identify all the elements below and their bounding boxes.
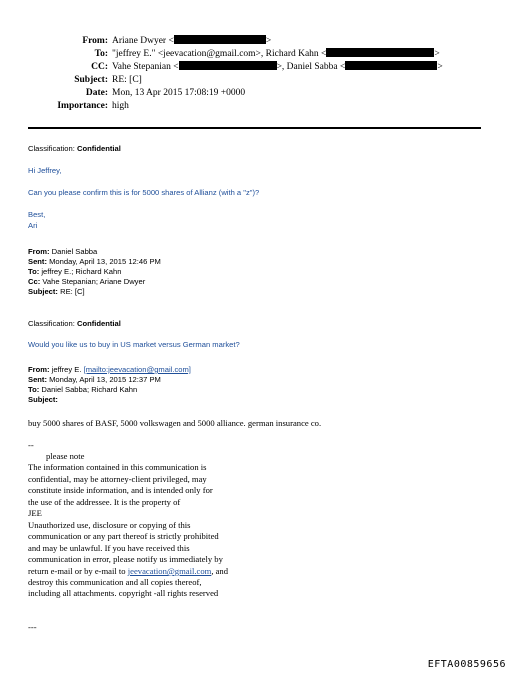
msg2-subject (28, 287, 85, 297)
to-close: > (434, 49, 440, 59)
email-link[interactable]: jeevacation@gmail.com (127, 566, 212, 576)
cc-first: Vahe Stepanian < (112, 62, 179, 72)
msg2-body: Would you like us to buy in US market versus German market? (28, 340, 240, 349)
redaction-bar (179, 61, 277, 70)
subject-label: Subject: (74, 75, 108, 85)
cc-value (112, 61, 443, 73)
msg1-greeting: Hi Jeffrey, (28, 166, 62, 175)
msg3-subject (28, 395, 58, 405)
classification-label: Classification: (28, 319, 75, 328)
disclaimer-line: the use of the addressee. It is the property of (28, 496, 181, 507)
cc-second: >, Daniel Sabba < (276, 62, 346, 72)
msg2-subject-value: RE: [C] (60, 287, 85, 296)
end-separator: --- (28, 622, 37, 632)
classification-value: Confidential (76, 144, 121, 153)
disclaimer-line: and may be unlawful. If you have received this (28, 542, 190, 553)
disclaimer-line: communication or any part thereof is strictly prohibited (28, 531, 219, 541)
msg2-from (28, 247, 97, 257)
disclaimer-line: The information contained in this communication is (28, 462, 207, 472)
msg3-sent-value: Monday, April 13, 2015 12:37 PM (49, 375, 161, 384)
msg2-from-label: From: (28, 247, 50, 256)
disclaimer-line: communication in error, please notify us immediately by (28, 554, 223, 564)
msg2-sent-value: Monday, April 13, 2015 12:46 PM (49, 257, 161, 266)
classification-label: Classification: (28, 144, 75, 153)
redaction-bar (174, 35, 266, 44)
cc-label: CC: (91, 62, 108, 72)
msg3-from-label: From: (28, 365, 50, 374)
msg2-subject-label: Subject: (28, 287, 58, 296)
header-divider (28, 127, 481, 129)
msg3-subject-label: Subject: (28, 395, 58, 404)
disclaimer-final-line: destroy this communication and all copies thereof, (28, 577, 202, 587)
msg3-to-label: To: (28, 385, 40, 394)
disclaimer-line: Unauthorized use, disclosure or copying of this (28, 519, 191, 530)
msg2-cc (28, 277, 145, 287)
msg1-signoff: Best, (28, 210, 46, 219)
msg3-sent (28, 375, 161, 385)
msg3-sent-label: Sent: (28, 375, 47, 384)
to-label: To: (94, 49, 108, 59)
to-recipients: "jeffrey E." <jeevacation@gmail.com>, Richard Kahn < (112, 49, 327, 59)
mailto-link[interactable]: [mailto:jeevacation@gmail.com] (83, 365, 191, 374)
msg1-signature: Ari (28, 221, 38, 230)
from-close: > (265, 36, 272, 46)
msg2-cc-value: Vahe Stepanian; Ariane Dwyer (42, 277, 146, 286)
msg3-body: buy 5000 shares of BASF, 5000 volkswagen and 5000 alliance. german insurance co. (28, 418, 322, 428)
disclaimer-line: JEE (28, 508, 42, 518)
msg3-to-value: Daniel Sabba; Richard Kahn (41, 385, 138, 394)
return-line-text: return e-mail or by e-mail to (28, 566, 128, 576)
disclaimer-line: constitute inside information, and is intended only for (28, 485, 213, 495)
disclaimer-return-line (28, 566, 228, 576)
msg3-from (28, 365, 191, 375)
date-value: Mon, 13 Apr 2015 17:08:19 +0000 (112, 88, 246, 98)
redaction-bar (326, 48, 434, 57)
from-value (112, 35, 271, 47)
msg2-sent (28, 257, 161, 267)
from-label: From: (82, 36, 108, 46)
msg3-separator: -- (28, 440, 34, 450)
msg1-body: Can you please confirm this is for 5000 shares of Allianz (with a "z")? (28, 188, 260, 197)
return-line-end: , and (211, 566, 229, 576)
msg2-from-value: Daniel Sabba (51, 247, 98, 256)
cc-close: > (437, 62, 443, 72)
msg2-cc-label: Cc: (28, 277, 41, 286)
document-id: EFTA00859656 (427, 659, 506, 670)
date-label: Date: (85, 88, 108, 98)
classification-value: Confidential (76, 319, 121, 328)
redaction-bar (345, 61, 437, 70)
from-name: Ariane Dwyer < (112, 36, 174, 46)
msg3-from-name: jeffrey E. (51, 365, 82, 374)
subject-value: RE: [C] (112, 75, 142, 85)
to-value (112, 48, 440, 60)
msg1-classification (28, 144, 121, 154)
disclaimer-line: confidential, may be attorney-client privileged, may (28, 473, 207, 484)
msg2-classification (28, 319, 121, 329)
msg2-sent-label: Sent: (28, 257, 47, 266)
msg2-to (28, 267, 121, 277)
msg3-to (28, 385, 137, 395)
importance-value: high (112, 101, 129, 111)
please-note: please note (46, 451, 85, 461)
msg2-to-value: jeffrey E.; Richard Kahn (41, 267, 122, 276)
msg2-to-label: To: (28, 267, 40, 276)
disclaimer-final-line: including all attachments. copyright -all rights reserved (28, 588, 219, 598)
importance-label: Importance: (57, 101, 108, 111)
